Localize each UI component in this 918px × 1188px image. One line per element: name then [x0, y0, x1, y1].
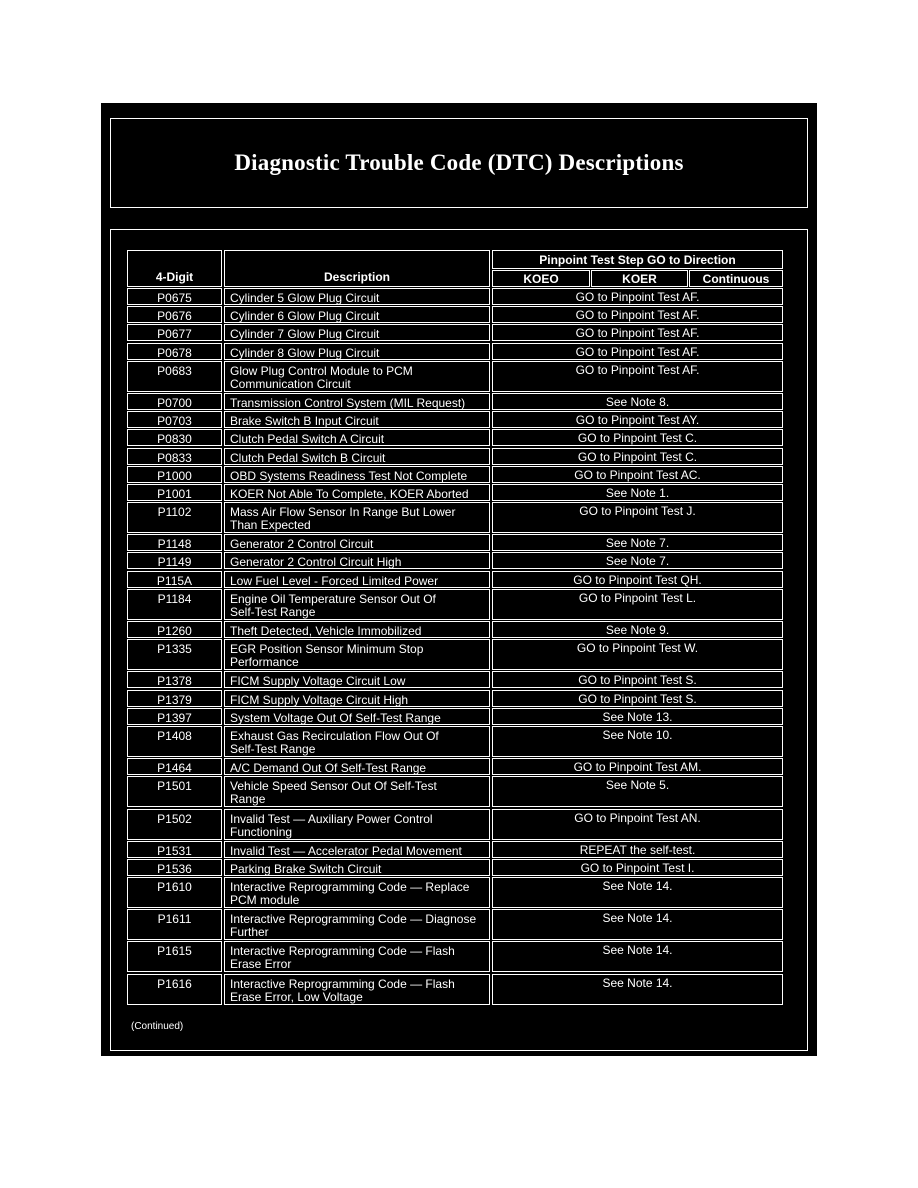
dtc-direction: See Note 14.: [492, 909, 783, 940]
dtc-code: P1378: [127, 671, 222, 688]
dtc-description: [224, 671, 490, 688]
dtc-description: [224, 571, 490, 588]
table-row: [127, 974, 783, 1005]
dtc-description: [224, 941, 490, 972]
dtc-direction: GO to Pinpoint Test AM.: [492, 758, 783, 775]
dtc-description: [224, 466, 490, 483]
description-line: Cylinder 8 Glow Plug Circuit: [230, 345, 380, 360]
description-line: Parking Brake Switch Circuit: [230, 861, 382, 876]
dtc-direction: GO to Pinpoint Test J.: [492, 502, 783, 533]
dtc-direction: GO to Pinpoint Test QH.: [492, 571, 783, 588]
table-row: [127, 758, 783, 775]
dtc-code: P1536: [127, 859, 222, 876]
dtc-description: [224, 502, 490, 533]
dtc-description: [224, 841, 490, 858]
table-row: [127, 859, 783, 876]
dtc-description: [224, 776, 490, 807]
table-row: [127, 306, 783, 323]
description-line: FICM Supply Voltage Circuit High: [230, 692, 409, 707]
dtc-code: P0676: [127, 306, 222, 323]
table-row: [127, 708, 783, 725]
dtc-code: P1408: [127, 726, 222, 757]
dtc-code: P1001: [127, 484, 222, 501]
dtc-direction: GO to Pinpoint Test AF.: [492, 343, 783, 360]
description-line: Interactive Reprogramming Code — Flash: [230, 944, 455, 959]
table-row: [127, 393, 783, 410]
dtc-code: P1102: [127, 502, 222, 533]
dtc-description: [224, 288, 490, 305]
description-line: Glow Plug Control Module to PCM: [230, 363, 413, 378]
dtc-description: [224, 877, 490, 908]
table-row: [127, 690, 783, 707]
description-line: Interactive Reprogramming Code — Diagnose: [230, 912, 477, 927]
description-line: Invalid Test — Auxiliary Power Control: [230, 811, 433, 826]
dtc-direction: GO to Pinpoint Test S.: [492, 671, 783, 688]
description-line: Mass Air Flow Sensor In Range But Lower: [230, 505, 456, 520]
dtc-description: [224, 534, 490, 551]
table-row: [127, 809, 783, 840]
description-line: FICM Supply Voltage Circuit Low: [230, 674, 406, 689]
header-pinpoint-group: Pinpoint Test Step GO to Direction: [492, 250, 783, 269]
dtc-direction: See Note 7.: [492, 552, 783, 569]
description-line: Range: [230, 792, 266, 807]
dtc-description: [224, 484, 490, 501]
dtc-description: [224, 552, 490, 569]
dtc-description: [224, 726, 490, 757]
header-description: Description: [224, 250, 490, 287]
dtc-direction: GO to Pinpoint Test AN.: [492, 809, 783, 840]
dtc-direction: See Note 9.: [492, 621, 783, 638]
description-line: Theft Detected, Vehicle Immobilized: [230, 624, 422, 638]
header-continuous: Continuous: [689, 270, 783, 287]
table-row: [127, 288, 783, 305]
dtc-code: P1610: [127, 877, 222, 908]
header-koeo: KOEO: [492, 270, 590, 287]
dtc-direction: GO to Pinpoint Test AF.: [492, 361, 783, 392]
table-row: [127, 502, 783, 533]
dtc-code: P1615: [127, 941, 222, 972]
dtc-direction: See Note 10.: [492, 726, 783, 757]
table-row: [127, 671, 783, 688]
description-line: Interactive Reprogramming Code — Replace: [230, 880, 470, 895]
description-line: Vehicle Speed Sensor Out Of Self-Test: [230, 779, 437, 794]
dtc-code: P1611: [127, 909, 222, 940]
description-line: Invalid Test — Accelerator Pedal Movement: [230, 843, 462, 858]
dtc-code: P1335: [127, 639, 222, 670]
dtc-direction: See Note 14.: [492, 877, 783, 908]
dtc-description: [224, 429, 490, 446]
table-row: [127, 411, 783, 428]
table-row: [127, 639, 783, 670]
description-line: Functioning: [230, 824, 293, 839]
description-line: Cylinder 7 Glow Plug Circuit: [230, 327, 380, 342]
document-panel: [101, 103, 817, 1056]
dtc-code: P1397: [127, 708, 222, 725]
table-row: [127, 448, 783, 465]
dtc-direction: REPEAT the self-test.: [492, 841, 783, 858]
header-koer: KOER: [591, 270, 688, 287]
dtc-direction: See Note 5.: [492, 776, 783, 807]
dtc-code: P0675: [127, 288, 222, 305]
description-line: Communication Circuit: [230, 376, 351, 391]
dtc-description: [224, 393, 490, 410]
dtc-direction: See Note 1.: [492, 484, 783, 501]
dtc-code: P1501: [127, 776, 222, 807]
table-row: [127, 571, 783, 588]
dtc-direction: GO to Pinpoint Test AF.: [492, 324, 783, 341]
table-row: [127, 429, 783, 446]
dtc-code: P1616: [127, 974, 222, 1005]
dtc-description: [224, 708, 490, 725]
dtc-code: P1149: [127, 552, 222, 569]
dtc-direction: See Note 14.: [492, 974, 783, 1005]
dtc-code: P0700: [127, 393, 222, 410]
dtc-direction: GO to Pinpoint Test AF.: [492, 306, 783, 323]
dtc-direction: GO to Pinpoint Test S.: [492, 690, 783, 707]
dtc-code: P1502: [127, 809, 222, 840]
dtc-code: P1464: [127, 758, 222, 775]
dtc-code: P0833: [127, 448, 222, 465]
dtc-direction: See Note 14.: [492, 941, 783, 972]
description-line: Clutch Pedal Switch B Circuit: [230, 450, 386, 465]
table-row: [127, 589, 783, 620]
dtc-description: [224, 324, 490, 341]
table-row: [127, 484, 783, 501]
description-line: System Voltage Out Of Self-Test Range: [230, 710, 441, 725]
description-line: Generator 2 Control Circuit High: [230, 555, 402, 570]
continued-note: (Continued): [131, 1021, 184, 1032]
dtc-direction: GO to Pinpoint Test C.: [492, 429, 783, 446]
description-line: Erase Error: [230, 957, 292, 972]
dtc-direction: See Note 8.: [492, 393, 783, 410]
table-row: [127, 621, 783, 638]
description-line: Self-Test Range: [230, 741, 316, 756]
header-code: 4-Digit: [127, 250, 222, 287]
table-row: [127, 361, 783, 392]
dtc-code: P0683: [127, 361, 222, 392]
dtc-direction: GO to Pinpoint Test C.: [492, 448, 783, 465]
dtc-code: P1184: [127, 589, 222, 620]
dtc-code: P1148: [127, 534, 222, 551]
dtc-description: [224, 639, 490, 670]
dtc-description: [224, 361, 490, 392]
dtc-code: P115A: [127, 571, 222, 588]
description-line: OBD Systems Readiness Test Not Complete: [230, 468, 468, 483]
dtc-description: [224, 306, 490, 323]
table-row: [127, 534, 783, 551]
dtc-code: P1379: [127, 690, 222, 707]
description-line: Clutch Pedal Switch A Circuit: [230, 432, 385, 447]
table-row: [127, 324, 783, 341]
dtc-code: P0830: [127, 429, 222, 446]
dtc-code: P0677: [127, 324, 222, 341]
description-line: KOER Not Able To Complete, KOER Aborted: [230, 486, 469, 501]
dtc-description: [224, 758, 490, 775]
table-row: [127, 552, 783, 569]
title-box: [110, 118, 808, 208]
table-row: [127, 941, 783, 972]
description-line: Self-Test Range: [230, 604, 316, 619]
page-title: Diagnostic Trouble Code (DTC) Descriptions: [234, 150, 684, 175]
dtc-code: P0678: [127, 343, 222, 360]
table-row: [127, 909, 783, 940]
table-row: [127, 877, 783, 908]
description-line: Brake Switch B Input Circuit: [230, 414, 379, 429]
description-line: Performance: [230, 655, 299, 670]
dtc-description: [224, 909, 490, 940]
description-line: PCM module: [230, 893, 300, 908]
description-line: Low Fuel Level - Forced Limited Power: [230, 573, 439, 588]
description-line: Generator 2 Control Circuit: [230, 537, 374, 552]
dtc-description: [224, 690, 490, 707]
dtc-description: [224, 411, 490, 428]
dtc-code: P1260: [127, 621, 222, 638]
table-header: [127, 250, 783, 287]
description-line: Erase Error, Low Voltage: [230, 989, 363, 1004]
dtc-description: [224, 589, 490, 620]
dtc-direction: GO to Pinpoint Test W.: [492, 639, 783, 670]
description-line: Cylinder 6 Glow Plug Circuit: [230, 309, 380, 324]
dtc-description: [224, 859, 490, 876]
dtc-code: P1531: [127, 841, 222, 858]
description-line: Engine Oil Temperature Sensor Out Of: [230, 591, 436, 606]
table-row: [127, 841, 783, 858]
dtc-code: P1000: [127, 466, 222, 483]
dtc-description: [224, 343, 490, 360]
dtc-description: [224, 809, 490, 840]
description-line: EGR Position Sensor Minimum Stop: [230, 642, 424, 657]
dtc-description: [224, 621, 490, 638]
dtc-direction: See Note 13.: [492, 708, 783, 725]
table-body: [127, 288, 783, 1006]
dtc-direction: See Note 7.: [492, 534, 783, 551]
dtc-direction: GO to Pinpoint Test AF.: [492, 288, 783, 305]
dtc-direction: GO to Pinpoint Test AC.: [492, 466, 783, 483]
table-row: [127, 776, 783, 807]
description-line: A/C Demand Out Of Self-Test Range: [230, 761, 427, 776]
description-line: Than Expected: [230, 518, 311, 533]
dtc-description: [224, 448, 490, 465]
table-row: [127, 726, 783, 757]
description-line: Cylinder 5 Glow Plug Circuit: [230, 291, 380, 305]
table-row: [127, 466, 783, 483]
description-line: Further: [230, 925, 269, 940]
dtc-table: [110, 229, 808, 1051]
dtc-code: P0703: [127, 411, 222, 428]
description-line: Interactive Reprogramming Code — Flash: [230, 976, 455, 991]
dtc-description: [224, 974, 490, 1005]
description-line: Transmission Control System (MIL Request): [230, 395, 466, 410]
description-line: Exhaust Gas Recirculation Flow Out Of: [230, 728, 439, 743]
dtc-direction: GO to Pinpoint Test L.: [492, 589, 783, 620]
dtc-direction: GO to Pinpoint Test AY.: [492, 411, 783, 428]
table-row: [127, 343, 783, 360]
dtc-direction: GO to Pinpoint Test I.: [492, 859, 783, 876]
